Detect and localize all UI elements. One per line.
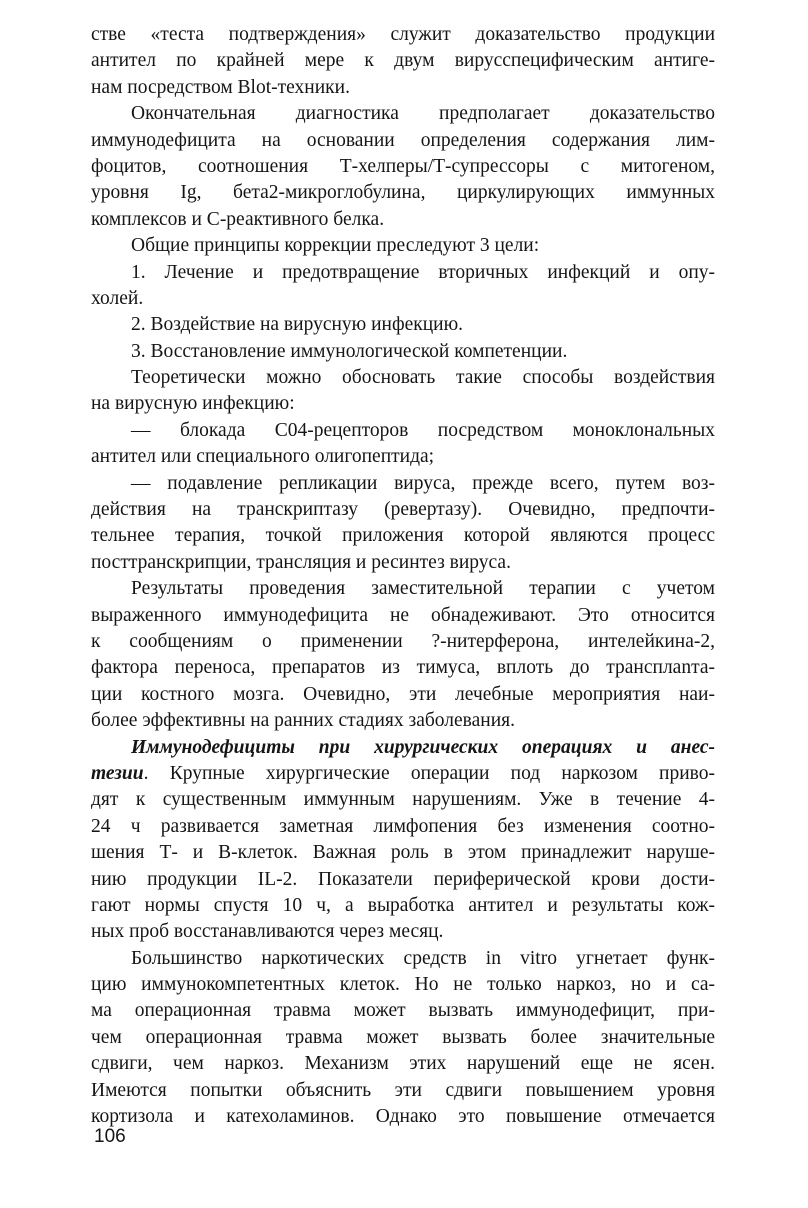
text-line: Окончательная диагностика предполагает доказательство bbox=[131, 103, 715, 125]
text-line: холей. bbox=[91, 287, 144, 309]
text-line: комплексов и С-реактивного белка. bbox=[91, 208, 385, 230]
section-heading: тезии bbox=[91, 762, 144, 784]
text-line: уровня Ig, бета2-микроглобулина, циркулирующих иммунных bbox=[91, 182, 715, 204]
page-body bbox=[91, 22, 715, 1130]
text-line: Результаты проведения заместительной терапии с учетом bbox=[131, 578, 715, 600]
text-line: — блокада С04-рецепторов посредством моноклональных bbox=[131, 419, 715, 441]
text-line: Большинство наркотических средств in vitro угнетает функ- bbox=[131, 947, 715, 969]
text-line: 2. Воздействие на вирусную инфекцию. bbox=[131, 314, 464, 336]
text-line: Теоретически можно обосновать такие способы воздействия bbox=[131, 367, 715, 389]
text-line: иммунодефицита на основании определения содержания лим- bbox=[91, 129, 715, 151]
text-line: фоцитов, соотношения Т-хелперы/Т-супрессоры с митогеном, bbox=[91, 155, 715, 177]
text-line: Имеются попытки объяснить эти сдвиги повышением уровня bbox=[91, 1079, 715, 1101]
text-line: Общие принципы коррекции преследуют 3 цели: bbox=[131, 235, 540, 257]
text-line: посттранскрипции, трансляция и ресинтез вируса. bbox=[91, 551, 511, 573]
text-line: 24 ч развивается заметная лимфопения без изменения соотно- bbox=[91, 815, 715, 837]
section-heading: Иммунодефициты при хирургических операциях и анес- bbox=[131, 736, 715, 758]
text-line: шения Т- и В-клеток. Важная роль в этом принадлежит наруше- bbox=[91, 842, 715, 864]
text-line: ции костного мозга. Очевидно, эти лечебные мероприятия наи- bbox=[91, 683, 715, 705]
text-line: более эффективны на ранних стадиях заболевания. bbox=[91, 710, 515, 732]
text-line: действия на транскриптазу (ревертазу). Очевидно, предпочти- bbox=[91, 499, 715, 521]
text-line: нам посредством Blot-техники. bbox=[91, 76, 350, 98]
text-line: 1. Лечение и предотвращение вторичных инфекций и опу- bbox=[131, 261, 715, 283]
text-line: 3. Восстановление иммунологической компетенции. bbox=[131, 340, 568, 362]
text-line: антител по крайней мере к двум вирусспецифическим антиге- bbox=[91, 50, 715, 72]
text-line: чем операционная травма может вызвать более значительные bbox=[91, 1026, 715, 1048]
text-line: к сообщениям о применении ?-нитерферона, интелейкина-2, bbox=[91, 630, 715, 652]
text-line: антител или специального олигопептида; bbox=[91, 446, 435, 468]
text-line: дят к существенным иммунным нарушениям. Уже в течение 4- bbox=[91, 789, 715, 811]
text-line: на вирусную инфекцию: bbox=[91, 393, 295, 415]
text-line: тельнее терапия, точкой приложения которой являются процесс bbox=[91, 525, 715, 547]
text-line: кортизола и катехоламинов. Однако это повышение отмечается bbox=[91, 1106, 715, 1128]
text-line: нию продукции IL-2. Показатели периферической крови дости- bbox=[91, 868, 715, 890]
text-line: гают нормы спустя 10 ч, а выработка антител и результаты кож- bbox=[91, 894, 715, 916]
page-number: 106 bbox=[94, 1126, 126, 1147]
text-line bbox=[91, 735, 715, 761]
text-line: ма операционная травма может вызвать иммунодефицит, при- bbox=[91, 1000, 715, 1022]
text-line: — подавление репликации вируса, прежде всего, путем воз- bbox=[131, 472, 715, 494]
text-line: ных проб восстанавливаются через месяц. bbox=[91, 921, 444, 943]
text-line: цию иммунокомпетентных клеток. Но не только наркоз, но и са- bbox=[91, 974, 715, 996]
text-line: стве «теста подтверждения» служит доказательство продукции bbox=[91, 24, 715, 45]
text-line bbox=[91, 761, 715, 787]
text-line: сдвиги, чем наркоз. Механизм этих нарушений еще не ясен. bbox=[91, 1053, 715, 1075]
text-line: фактора переноса, препаратов из тимуса, вплоть до трансплanта- bbox=[91, 657, 715, 679]
text-fragment: . Крупные хирургические операции под наркозом приво- bbox=[143, 762, 715, 784]
text-line: выраженного иммунодефицита не обнадеживают. Это относится bbox=[91, 604, 715, 626]
